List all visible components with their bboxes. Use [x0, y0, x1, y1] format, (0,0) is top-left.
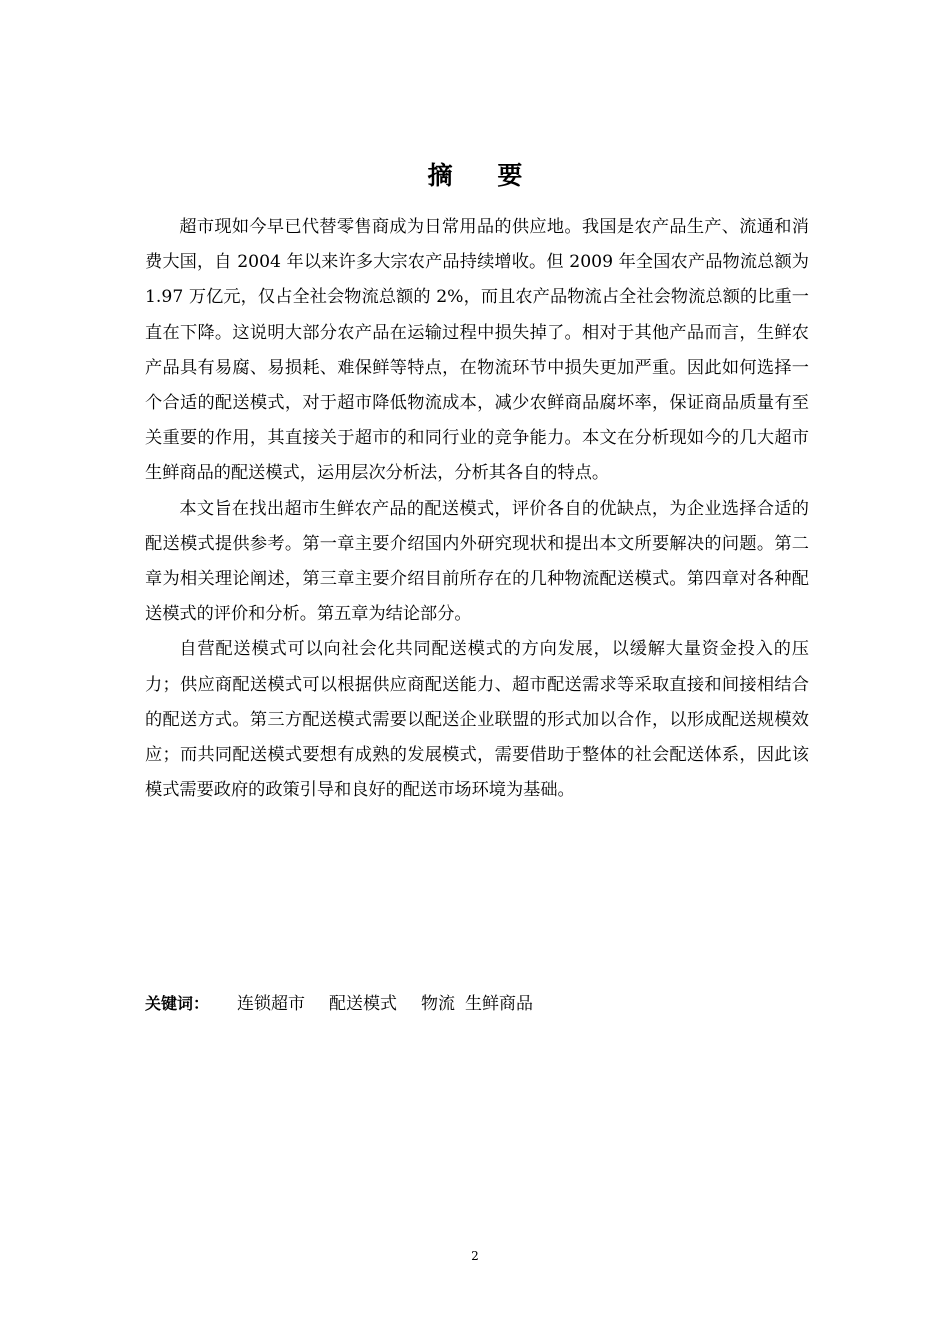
abstract-paragraph-3: 自营配送模式可以向社会化共同配送模式的方向发展，以缓解大量资金投入的压力；供应商配送模式可以根据供应商配送能力、超市配送需求等采取直接和间接相结合的配送方式。第三方配送模式需要以配送企业联盟的形式加以合作，以形成配送规模效应；而共同配送模式要想有成熟的发展模式，需要借助于整体的社会配送体系，因此该模式需要政府的政策引导和良好的配送市场环境为基础。	[145, 639, 809, 801]
abstract-paragraph-1: 超市现如今早已代替零售商成为日常用品的供应地。我国是农产品生产、流通和消费大国，自 2004 年以来许多大宗农产品持续增收。但 2009 年全国农产品物流总额为 1.97 万亿元，仅占全社会物流总额的 2%，而且农产品物流占全社会物流总额的比重一直在下降。这说明大部分农产品在运输过程中损失掉了。相对于其他产品而言，生鲜农产品具有易腐、易损耗、难保鲜等特点，在物流环节中损失更加严重。因此如何选择一个合适的配送模式，对于超市降低物流成本，减少农鲜商品腐坏率，保证商品质量有至关重要的作用，其直接关于超市的和同行业的竞争能力。本文在分析现如今的几大超市生鲜商品的配送模式，运用层次分析法，分析其各自的特点。	[145, 217, 809, 484]
keyword-item: 物流	[421, 994, 456, 1014]
keywords-label: 关键词：	[145, 994, 210, 1013]
page-number: 2	[471, 1249, 479, 1263]
abstract-title: 摘 要	[427, 161, 541, 190]
abstract-body	[145, 210, 809, 808]
keywords-line	[145, 990, 809, 1018]
abstract-paragraph-2: 本文旨在找出超市生鲜农产品的配送模式，评价各自的优缺点，为企业选择合适的配送模式提供参考。第一章主要介绍国内外研究现状和提出本文所要解决的问题。第二章为相关理论阐述，第三章主要介绍目前所存在的几种物流配送模式。第四章对各种配送模式的评价和分析。第五章为结论部分。	[145, 498, 809, 625]
keyword-item: 连锁超市	[237, 994, 306, 1014]
keyword-item: 生鲜商品	[465, 994, 534, 1014]
keyword-item: 配送模式	[329, 994, 398, 1014]
